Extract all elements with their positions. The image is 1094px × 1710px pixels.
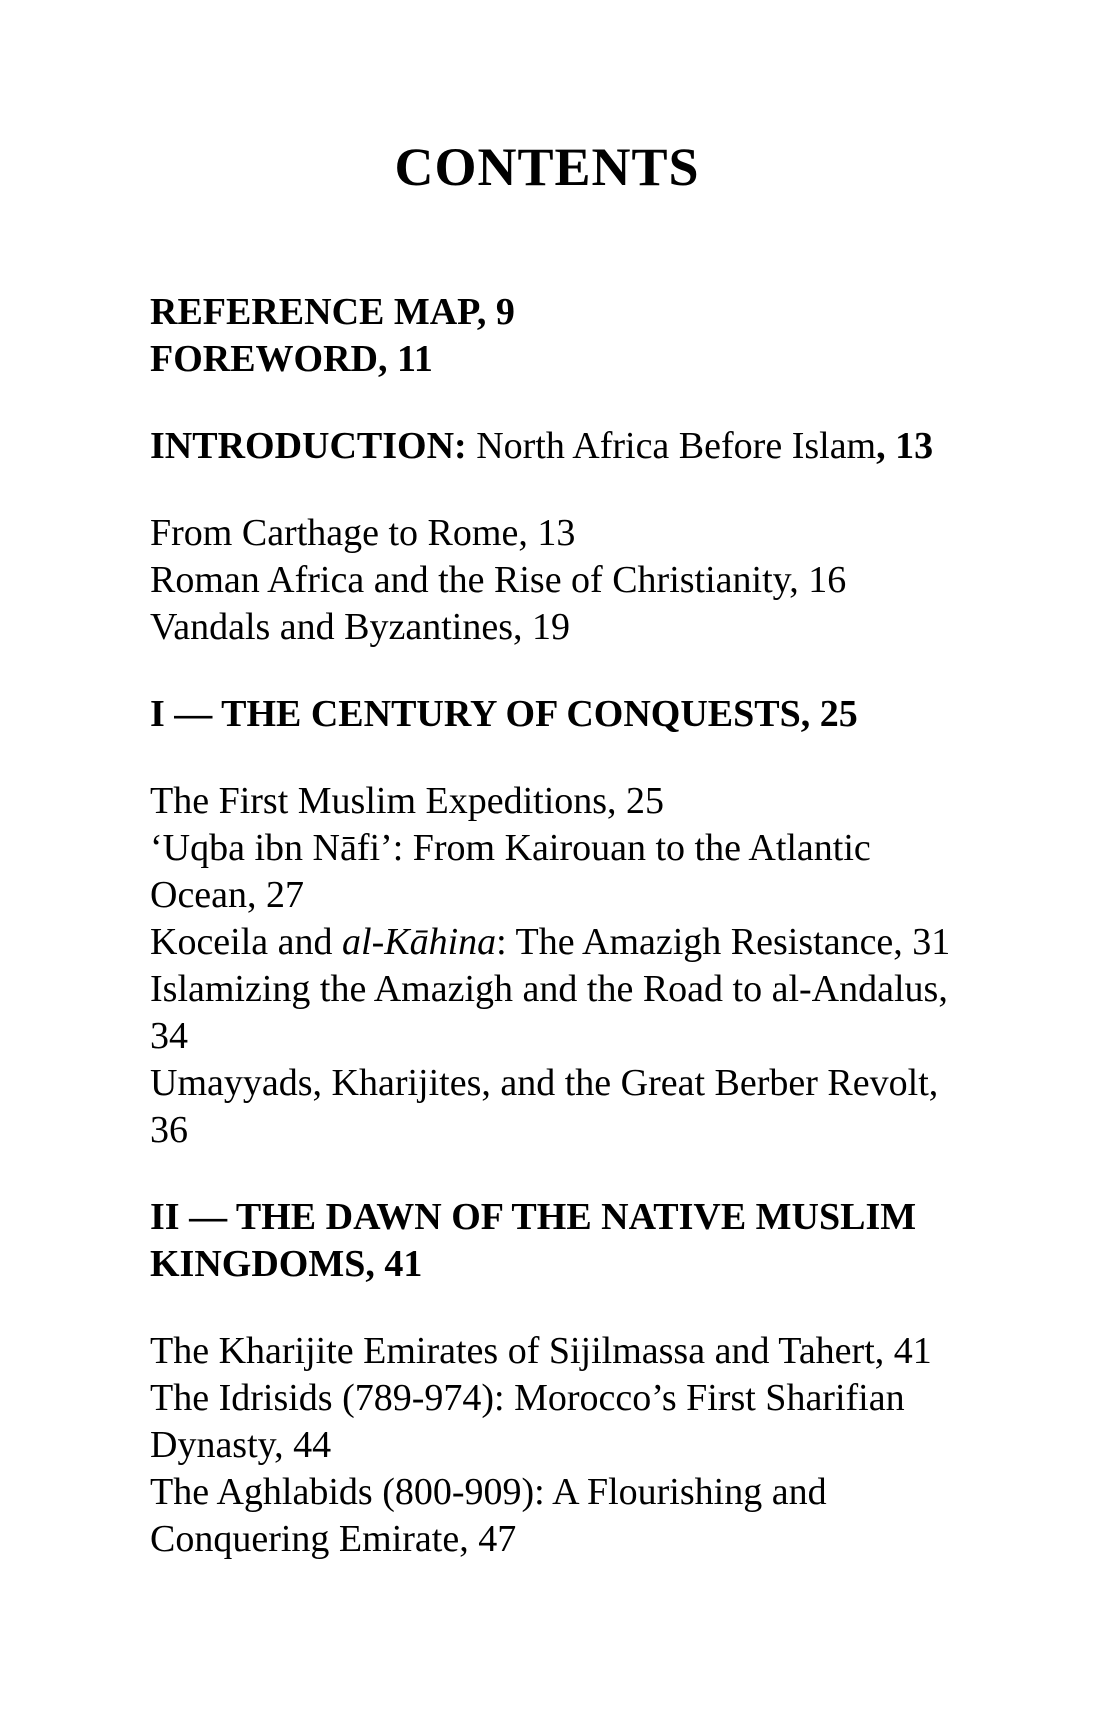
text-run: I — THE CENTURY OF CONQUESTS, 25 [150, 693, 858, 735]
toc-line [150, 1241, 1004, 1288]
text-run: 34 [150, 1015, 188, 1057]
text-run: Ocean, 27 [150, 874, 305, 916]
toc-line [150, 510, 1004, 557]
text-run: The Idrisids (789-974): Morocco’s First Sharifian [150, 1377, 905, 1419]
toc-line [150, 778, 1004, 825]
text-run: KINGDOMS, 41 [150, 1243, 423, 1285]
toc-line [150, 336, 1004, 383]
toc-line [150, 1328, 1004, 1375]
toc-group-chapter-1-heading [150, 691, 1004, 738]
toc-line [150, 1422, 1004, 1469]
text-run: Umayyads, Kharijites, and the Great Berber Revolt, [150, 1062, 939, 1104]
text-run: , 13 [876, 425, 934, 467]
toc-line [150, 289, 1004, 336]
toc-line [150, 872, 1004, 919]
text-run: INTRODUCTION: [150, 425, 467, 467]
toc-group-introduction-heading [150, 423, 1004, 470]
text-run: II — THE DAWN OF THE NATIVE MUSLIM [150, 1196, 917, 1238]
text-run: al-Kāhina [342, 921, 497, 963]
text-run: Dynasty, 44 [150, 1424, 332, 1466]
text-run: The First Muslim Expeditions, 25 [150, 780, 665, 822]
text-run: Roman Africa and the Rise of Christianity, 16 [150, 559, 847, 601]
toc-line [150, 1469, 1004, 1516]
toc [0, 289, 1094, 1563]
text-run: Islamizing the Amazigh and the Road to al-Andalus, [150, 968, 948, 1010]
toc-group-chapter-2-heading [150, 1194, 1004, 1288]
toc-line [150, 966, 1004, 1013]
toc-line [150, 1194, 1004, 1241]
toc-line [150, 1107, 1004, 1154]
text-run: The Kharijite Emirates of Sijilmassa and Tahert, 41 [150, 1330, 932, 1372]
toc-line [150, 1013, 1004, 1060]
toc-line [150, 423, 1004, 470]
toc-line [150, 691, 1004, 738]
toc-line [150, 919, 1004, 966]
text-run: Vandals and Byzantines, 19 [150, 606, 571, 648]
text-run: ‘Uqba ibn Nāfi’: From Kairouan to the Atlantic [150, 827, 871, 869]
text-run: North Africa Before Islam [466, 425, 877, 467]
toc-line [150, 1375, 1004, 1422]
toc-line [150, 825, 1004, 872]
text-run: : The Amazigh Resistance, 31 [496, 921, 951, 963]
text-run: Conquering Emirate, 47 [150, 1518, 517, 1560]
toc-group-chapter-2-entries [150, 1328, 1004, 1563]
text-run: From Carthage to Rome, 13 [150, 512, 576, 554]
text-run: FOREWORD, 11 [150, 338, 433, 380]
toc-group-introduction-entries [150, 510, 1004, 651]
text-run: 36 [150, 1109, 188, 1151]
toc-group-front-matter [150, 289, 1004, 383]
toc-line [150, 604, 1004, 651]
text-run: REFERENCE MAP, 9 [150, 291, 515, 333]
text-run: The Aghlabids (800-909): A Flourishing and [150, 1471, 827, 1513]
text-run: Koceila and [150, 921, 343, 963]
toc-line [150, 1516, 1004, 1563]
page-title: CONTENTS [394, 137, 700, 197]
toc-group-chapter-1-entries [150, 778, 1004, 1154]
toc-line [150, 557, 1004, 604]
toc-line [150, 1060, 1004, 1107]
